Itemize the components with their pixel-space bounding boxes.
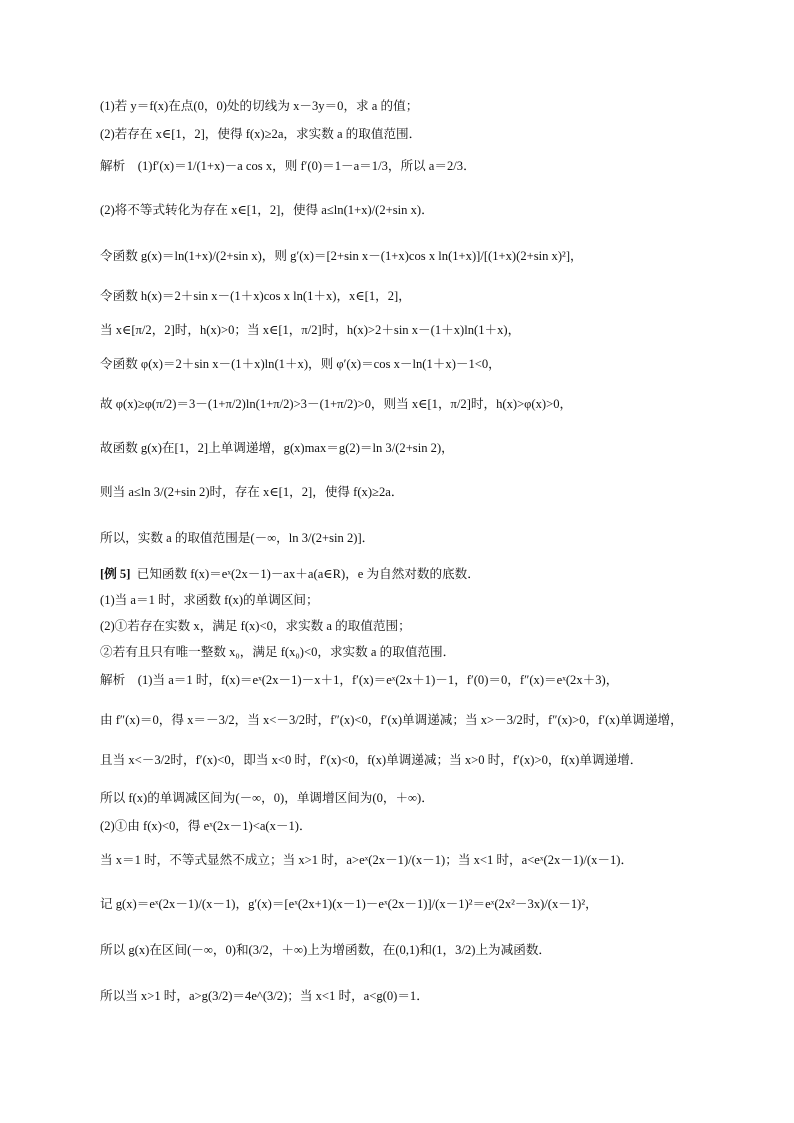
- text-line: ②若有且只有唯一整数 x₀，满足 f(x₀)<0，求实数 a 的取值范围．: [100, 645, 456, 659]
- text-line: 当 x＝1 时，不等式显然不成立；当 x>1 时，a>eˣ(2x－1)/(x－1)；当 x<1 时，a<eˣ(2x－1)/(x－1)．: [100, 853, 634, 867]
- text-line: (2)将不等式转化为存在 x∈[1，2]，使得 a≤ln(1+x)/(2+sin x)．: [100, 203, 434, 217]
- text-line: 解析 (1)f′(x)＝1/(1+x)－a cos x，则 f′(0)＝1－a＝1/3，所以 a＝2/3．: [100, 159, 476, 173]
- text-line: 令函数 φ(x)＝2＋sin x－(1＋x)ln(1＋x)，则 φ′(x)＝cos x－ln(1＋x)－1<0，: [100, 357, 501, 371]
- example-label: [例 5]: [100, 567, 131, 581]
- text-line: 由 f″(x)＝0，得 x＝－3/2，当 x<－3/2时，f″(x)<0，f′(x)单调递减；当 x>－3/2时，f″(x)>0，f′(x)单调递增，: [100, 713, 683, 727]
- text-line: 所以 g(x)在区间(－∞，0)和(3/2，＋∞)上为增函数，在(0,1)和(1，3/2)上为减函数．: [100, 943, 552, 957]
- text-line: 故 φ(x)≥φ(π/2)＝3－(1+π/2)ln(1+π/2)>3－(1+π/2)>0，则当 x∈[1，π/2]时，h(x)>φ(x)>0，: [100, 397, 573, 411]
- text-line: (2)若存在 x∈[1，2]，使得 f(x)≥2a，求实数 a 的取值范围．: [100, 127, 422, 141]
- text-line: 故函数 g(x)在[1，2]上单调递增，g(x)max＝g(2)＝ln 3/(2+sin 2)，: [100, 441, 454, 455]
- text-line: (2)①若存在实数 x，满足 f(x)<0，求实数 a 的取值范围；: [100, 619, 411, 633]
- text-line: 解析 (1)当 a＝1 时，f(x)＝eˣ(2x－1)－x＋1，f′(x)＝eˣ(2x＋1)－1，f′(0)＝0，f″(x)＝eˣ(2x＋3)，: [100, 673, 619, 687]
- text-line: 当 x∈[π/2，2]时，h(x)>0；当 x∈[1，π/2]时，h(x)>2＋sin x－(1＋x)ln(1＋x)，: [100, 323, 521, 337]
- text-line: 令函数 g(x)＝ln(1+x)/(2+sin x)，则 g′(x)＝[2+sin x－(1+x)cos x ln(1+x)]/[(1+x)(2+sin x)²]，: [100, 249, 583, 263]
- text-line: 所以当 x>1 时，a>g(3/2)＝4e^(3/2)；当 x<1 时，a<g(0)＝1．: [100, 989, 429, 1003]
- example-heading: [100, 566, 720, 582]
- text-line: (2)①由 f(x)<0，得 eˣ(2x－1)<a(x－1)．: [100, 819, 312, 833]
- text-line: 且当 x<－3/2时，f′(x)<0，即当 x<0 时，f′(x)<0，f(x)单调递减；当 x>0 时，f′(x)>0，f(x)单调递增．: [100, 753, 643, 767]
- text-line: (1)当 a＝1 时，求函数 f(x)的单调区间；: [100, 593, 319, 607]
- text-line: 令函数 h(x)＝2＋sin x－(1＋x)cos x ln(1＋x)，x∈[1，2]，: [100, 289, 411, 303]
- text-line: (1)若 y＝f(x)在点(0，0)处的切线为 x－3y＝0，求 a 的值；: [100, 99, 419, 113]
- text-line: 记 g(x)＝eˣ(2x－1)/(x－1)，g′(x)＝[eˣ(2x+1)(x－1)－eˣ(2x－1)]/(x－1)²＝eˣ(2x²－3x)/(x－1)²，: [100, 897, 598, 911]
- text-line: 所以，实数 a 的取值范围是(－∞，ln 3/(2+sin 2)]．: [100, 531, 375, 545]
- text-line: 则当 a≤ln 3/(2+sin 2)时，存在 x∈[1，2]，使得 f(x)≥2a．: [100, 485, 404, 499]
- text-line: 所以 f(x)的单调减区间为(－∞，0)，单调增区间为(0，＋∞)．: [100, 791, 434, 805]
- example-statement: 已知函数 f(x)＝eˣ(2x－1)－ax＋a(a∈R)，e 为自然对数的底数．: [136, 567, 480, 581]
